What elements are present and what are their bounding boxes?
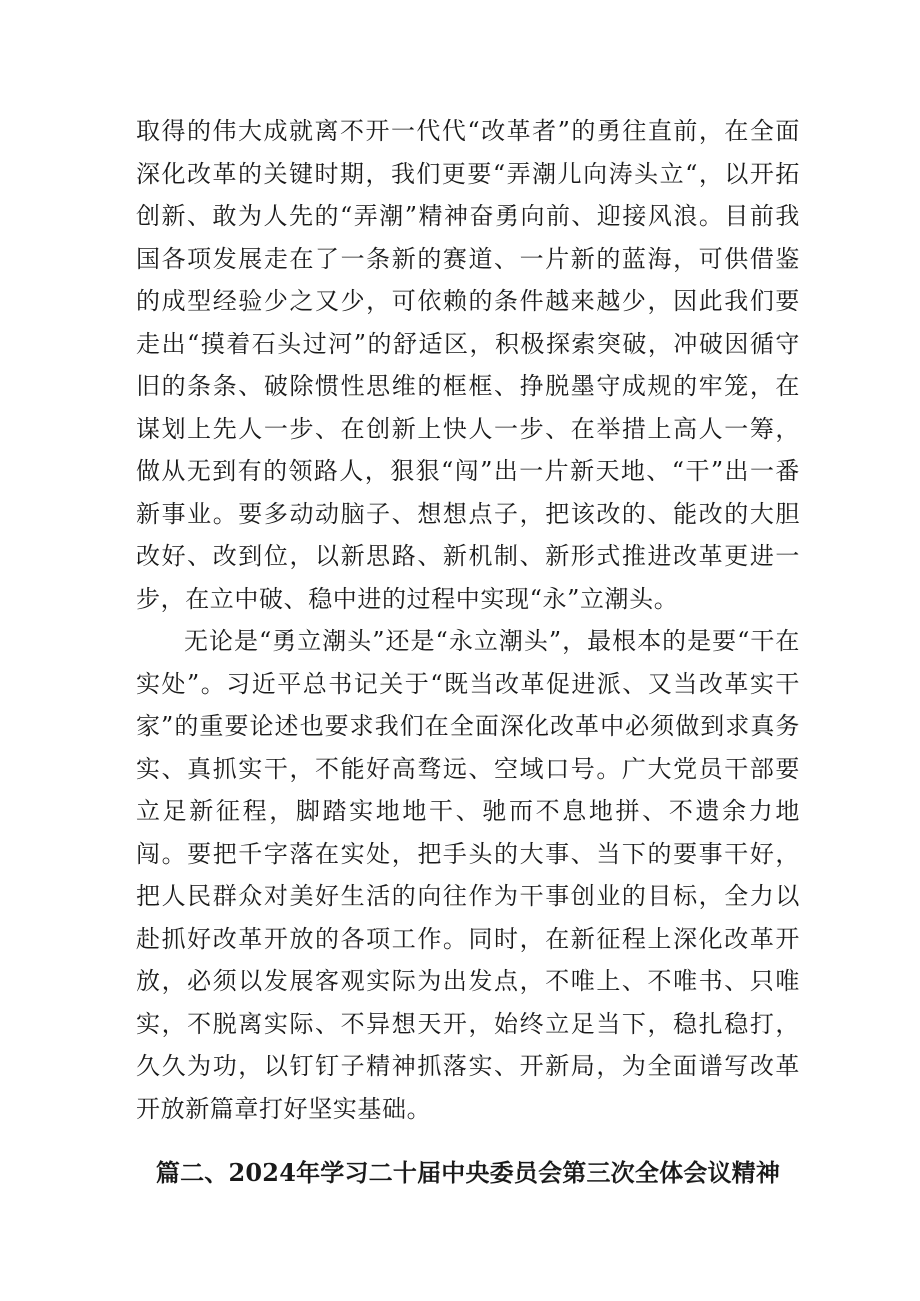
paragraph-reform-pioneers: 取得的伟大成就离不开一代代“改革者”的勇往直前，在全面深化改革的关键时期，我们更要“弄潮儿向涛头立“，以开拓创新、敢为人先的“弄潮”精神奋勇向前、迎接风浪。目前我国各项发展走在了一条新的赛道、一片新的蓝海，可供借鉴的成型经验少之又少，可依赖的条件越来越少，因此我们要走出“摸着石头过河”的舒适区，积极探索突破，冲破因循守旧的条条、破除惯性思维的框框、挣脱墨守成规的牢笼，在谋划上先人一步、在创新上快人一步、在举措上高人一筹，做从无到有的领路人，狠狠“闯”出一片新天地、“干”出一番新事业。要多动动脑子、想想点子，把该改的、能改的大胆改好、改到位，以新思路、新机制、新形式推进改革更进一步，在立中破、稳中进的过程中实现“永”立潮头。 <box>136 117 800 613</box>
paragraph-practical-work: 无论是“勇立潮头”还是“永立潮头”，最根本的是要“干在实处”。习近平总书记关于“既当改革促进派、又当改革实干家”的重要论述也要求我们在全面深化改革中必须做到求真务实、真抓实干，不能好高骛远、空域口号。广大党员干部要立足新征程，脚踏实地地干、驰而不息地拼、不遗余力地闯。要把千字落在实处，把手头的大事、当下的要事干好，把人民群众对美好生活的向往作为干事创业的目标，全力以赴抓好改革开放的各项工作。同时，在新征程上深化改革开放，必须以发展客观实际为出发点，不唯上、不唯书、只唯实，不脱离实际、不异想天开，始终立足当下，稳扎稳打，久久为功，以钉钉子精神抓落实、开新局，为全面谱写改革开放新篇章打好坚实基础。 <box>136 627 800 1123</box>
section-heading: 篇二、2024年学习二十届中央委员会第三次全体会议精神 <box>155 1158 781 1187</box>
body-text <box>136 110 800 1130</box>
